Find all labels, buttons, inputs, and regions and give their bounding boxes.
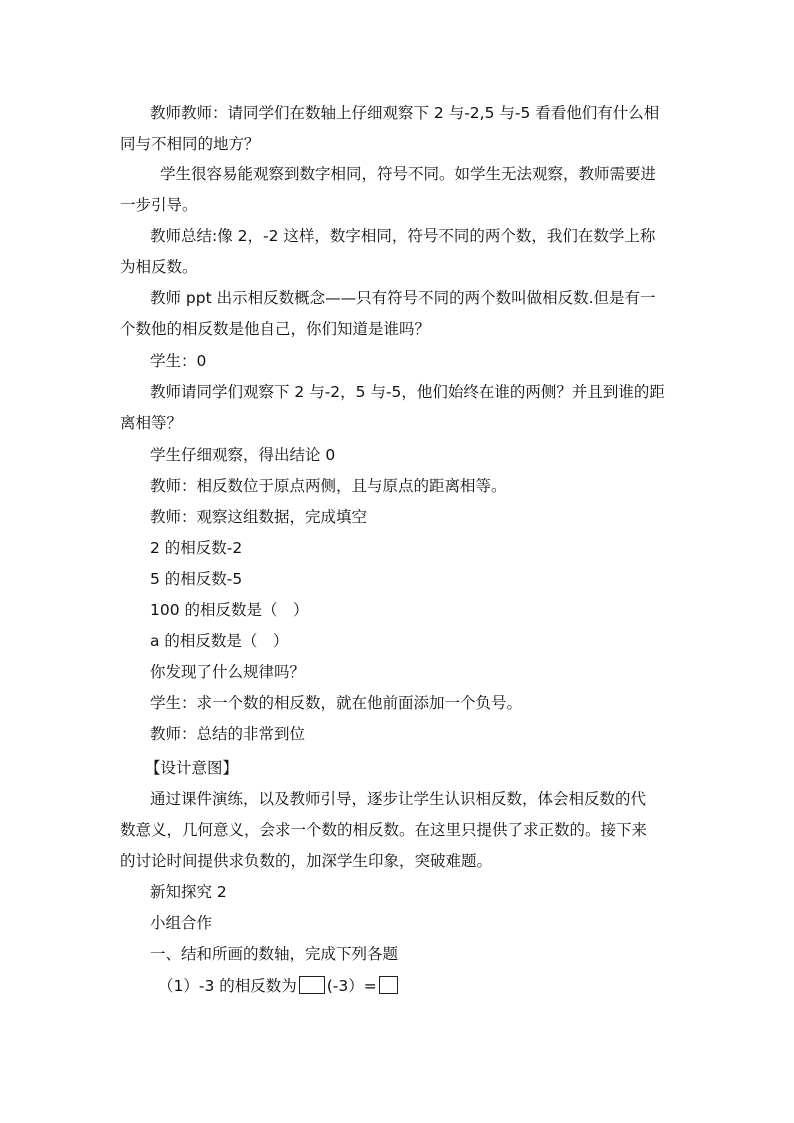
text-line-26: 新知探究 2 [150, 883, 227, 901]
text-line-6: 为相反数。 [120, 258, 198, 276]
text-line-20: 学生：求一个数的相反数，就在他前面添加一个负号。 [150, 694, 523, 712]
text-line-7: 教师 ppt 出示相反数概念——只有符号不同的两个数叫做相反数.但是有一 [150, 289, 656, 307]
exercise-prefix: （1）-3 的相反数为 [158, 977, 297, 995]
exercise-middle: (-3）= [326, 977, 377, 995]
text-line-1: 教师教师：请同学们在数轴上仔细观察下 2 与-2,5 与-5 看看他们有什么相 [150, 104, 660, 122]
answer-box-1[interactable] [299, 976, 325, 994]
exercise-line [158, 976, 400, 996]
text-line-16: 5 的相反数-5 [150, 570, 243, 588]
text-line-27: 小组合作 [150, 914, 213, 932]
text-line-10: 教师请同学们观察下 2 与-2，5 与-5，他们始终在谁的两侧？并且到谁的距 [150, 383, 665, 401]
text-line-13: 教师：相反数位于原点两侧，且与原点的距离相等。 [150, 477, 507, 495]
text-line-24: 数意义，几何意义，会求一个数的相反数。在这里只提供了求正数的。接下来 [120, 821, 648, 839]
text-line-25: 的讨论时间提供求负数的，加深学生印象，突破难题。 [120, 852, 493, 870]
text-line-4: 一步引导。 [120, 196, 198, 214]
text-line-28: 一、结和所画的数轴，完成下列各题 [150, 945, 399, 963]
text-line-9: 学生：0 [150, 352, 207, 370]
text-line-18: a 的相反数是（ ） [150, 632, 289, 650]
text-line-21: 教师：总结的非常到位 [150, 725, 306, 743]
text-line-11: 离相等？ [120, 414, 183, 432]
text-line-5: 教师总结:像 2，-2 这样，数字相同，符号不同的两个数，我们在数学上称 [150, 227, 656, 245]
text-line-23: 通过课件演练，以及教师引导，逐步让学生认识相反数，体会相反数的代 [150, 790, 647, 808]
text-line-19: 你发现了什么规律吗？ [150, 663, 306, 681]
answer-box-2[interactable] [379, 976, 398, 994]
text-line-2: 同与不相同的地方？ [120, 135, 260, 153]
text-line-12: 学生仔细观察，得出结论 0 [150, 446, 336, 464]
section-heading-design-intent: 【设计意图】 [145, 759, 239, 777]
text-line-15: 2 的相反数-2 [150, 539, 243, 557]
text-line-8: 个数他的相反数是他自己，你们知道是谁吗？ [120, 320, 431, 338]
text-line-17: 100 的相反数是（ ） [150, 601, 309, 619]
text-line-14: 教师：观察这组数据，完成填空 [150, 508, 368, 526]
text-line-3: 学生很容易能观察到数字相同，符号不同。如学生无法观察，教师需要进 [160, 165, 657, 183]
